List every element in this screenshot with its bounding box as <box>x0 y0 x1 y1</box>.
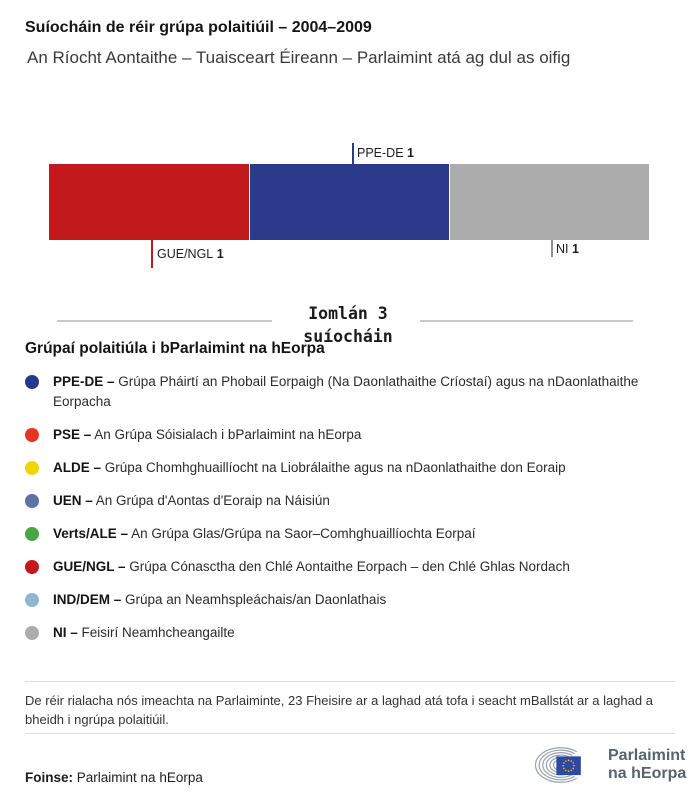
label-ni-group: NI <box>556 242 569 256</box>
label-gue-ngl <box>157 247 224 261</box>
legend-item-label: PPE-DE – <box>53 374 115 389</box>
tick-ppe-de <box>352 143 354 164</box>
footer-divider-top <box>25 681 675 682</box>
legend-item-text <box>53 458 566 478</box>
label-ppe-de <box>357 146 414 160</box>
footnote: De réir rialacha nós imeachta na Parlaiminte, 23 Fheisire ar a laghad atá tofa i seacht mBallstát ar a laghad a bheidh i ngrúpa polaitiúil. <box>25 693 653 727</box>
source-value: Parlaimint na hEorpa <box>76 770 203 785</box>
legend-heading: Grúpaí polaitiúla i bParlaimint na hEorpa <box>25 340 325 357</box>
legend-item-description: Grúpa Chomhghuaillíocht na Liobrálaithe agus na nDaonlathaithe don Eoraip <box>104 460 566 475</box>
legend-item-label: UEN – <box>53 493 93 508</box>
legend-item-verts-ale <box>25 524 673 544</box>
page-subtitle: An Ríocht Aontaithe – Tuaisceart Éireann – Parlaimint atá ag dul as oifig <box>27 48 571 67</box>
seat-bar <box>49 164 649 240</box>
tick-gue-ngl <box>151 240 153 268</box>
legend-item-description: An Grúpa Sóisialach i bParlaimint na hEorpa <box>94 427 362 442</box>
legend-item-description: An Grúpa Glas/Grúpa na Saor–Comhghuaillíochta Eorpaí <box>131 526 476 541</box>
bar-segment <box>249 164 449 240</box>
tick-ni <box>551 240 553 257</box>
legend-item-label: Verts/ALE – <box>53 526 129 541</box>
page-title: Suíocháin de réir grúpa polaitiúil – 2004–2009 <box>25 19 372 36</box>
pse-color-dot <box>25 428 39 442</box>
total-divider-right <box>420 320 633 322</box>
legend-item-label: ALDE – <box>53 460 102 475</box>
hemicycle-logo-icon <box>529 741 601 789</box>
total-divider-left <box>57 320 272 322</box>
legend-item-uen <box>25 491 673 511</box>
ppe-de-color-dot <box>25 375 39 389</box>
logo-wordmark-line2: na hEorpa <box>608 765 687 782</box>
footer-divider-bottom <box>25 733 675 734</box>
legend-item-text <box>53 524 476 544</box>
eu-flag <box>556 756 580 775</box>
legend-item-description: Grúpa Pháirtí an Phobail Eorpaigh (Na Daonlathaithe Críostaí) agus na nDaonlathaithe Eorpacha <box>53 374 639 409</box>
legend-item-text <box>53 623 235 643</box>
legend-item-description: Grúpa an Neamhspleáchais/an Daonlathais <box>125 592 387 607</box>
legend-item-text <box>53 372 673 412</box>
legend-item-alde <box>25 458 673 478</box>
legend-item-text <box>53 557 570 577</box>
legend-item-ppe-de <box>25 372 673 412</box>
legend-item-description: An Grúpa d'Aontas d'Eoraip na Náisiún <box>95 493 330 508</box>
alde-color-dot <box>25 461 39 475</box>
total-seats-line1: Iomlán 3 <box>308 304 388 323</box>
ind-dem-color-dot <box>25 593 39 607</box>
source-label: Foinse: <box>25 770 74 785</box>
legend-item-description: Feisirí Neamhcheangailte <box>81 625 235 640</box>
legend-item-pse <box>25 425 673 445</box>
logo-wordmark-line1: Parlaimint <box>608 747 686 764</box>
legend-item-ni <box>25 623 673 643</box>
source-line <box>25 770 203 785</box>
legend-item-label: GUE/NGL – <box>53 559 126 574</box>
european-parliament-logo <box>529 741 686 789</box>
label-gue-ngl-seats: 1 <box>216 247 224 261</box>
legend-item-description: Grúpa Cónasctha den Chlé Aontaithe Eorpach – den Chlé Ghlas Nordach <box>129 559 570 574</box>
legend-item-text <box>53 590 386 610</box>
total-seats-line2: suíocháin <box>303 327 393 346</box>
legend-item-label: NI – <box>53 625 78 640</box>
label-ppe-de-seats: 1 <box>407 146 414 160</box>
label-ni <box>556 242 579 256</box>
logo-wordmark <box>608 747 686 783</box>
ni-color-dot <box>25 626 39 640</box>
legend <box>25 372 673 656</box>
legend-item-text <box>53 491 330 511</box>
verts-ale-color-dot <box>25 527 39 541</box>
bar-segment <box>49 164 249 240</box>
label-ni-seats: 1 <box>571 242 579 256</box>
legend-item-label: IND/DEM – <box>53 592 122 607</box>
legend-item-gue-ngl <box>25 557 673 577</box>
gue-ngl-color-dot <box>25 560 39 574</box>
uen-color-dot <box>25 494 39 508</box>
label-gue-ngl-group: GUE/NGL <box>157 247 214 261</box>
bar-segment <box>449 164 649 240</box>
legend-item-text <box>53 425 361 445</box>
legend-item-ind-dem <box>25 590 673 610</box>
label-ppe-de-group: PPE-DE <box>357 146 404 160</box>
legend-item-label: PSE – <box>53 427 92 442</box>
